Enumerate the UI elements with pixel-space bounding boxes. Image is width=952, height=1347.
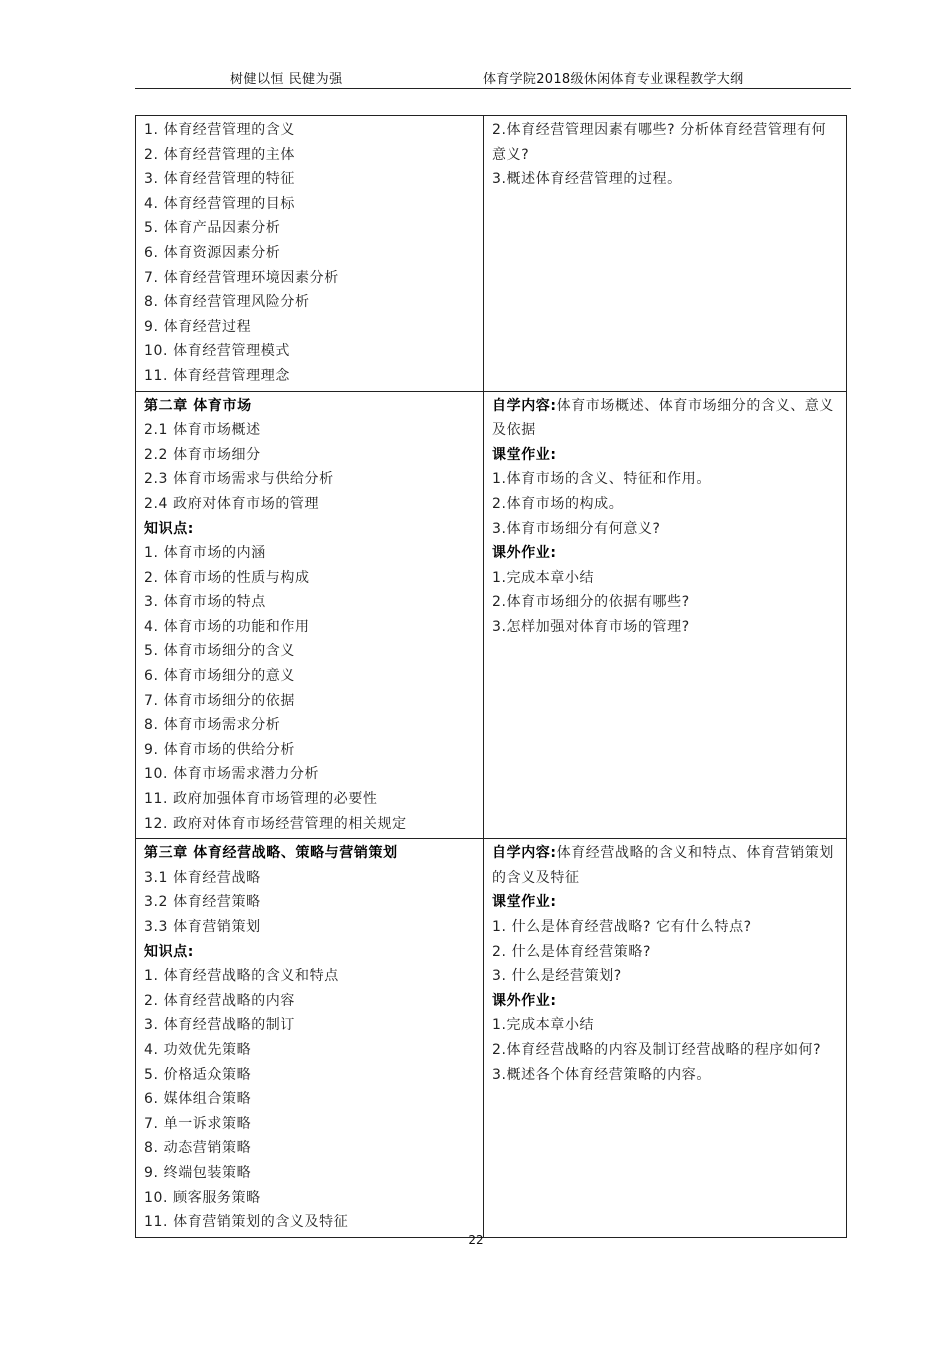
assignment-label: 课堂作业: [492, 446, 557, 463]
syllabus-table [135, 115, 847, 1238]
content-line: 11. 政府加强体育市场管理的必要性 [144, 791, 378, 808]
assignment-text: 体育市场概述、体育市场细分的含义、意义及依据 [492, 397, 835, 439]
assignment-text: 2.体育经营管理因素有哪些? 分析体育经营管理有何意义? [492, 122, 827, 163]
content-line: 3. 体育市场的特点 [144, 594, 266, 611]
content-line: 10. 体育市场需求潜力分析 [144, 766, 320, 783]
content-line: 3. 体育经营管理的特征 [144, 171, 296, 188]
assignment-label: 自学内容: [492, 845, 557, 862]
content-line: 2.3 体育市场需求与供给分析 [144, 471, 334, 488]
content-line: 1. 体育市场的内涵 [144, 545, 266, 562]
assignment-line [492, 443, 840, 468]
assignment-text: 1.完成本章小结 [492, 1017, 595, 1034]
section-heading: 第二章 体育市场 [144, 397, 252, 414]
content-line: 2. 体育市场的性质与构成 [144, 569, 310, 586]
assignment-text: 1. 什么是体育经营战略? 它有什么特点? [492, 919, 752, 935]
content-line: 3. 体育经营战略的制订 [144, 1017, 296, 1034]
assignment-line [492, 167, 840, 192]
table-row [136, 116, 847, 392]
content-line: 1. 体育经营管理的含义 [144, 122, 296, 138]
assignment-cell [484, 391, 847, 839]
assignment-line [492, 841, 840, 890]
content-line: 9. 终端包装策略 [144, 1164, 252, 1181]
syllabus-table-body [136, 116, 847, 1238]
content-line: 7. 体育市场细分的依据 [144, 692, 296, 709]
section-heading: 第三章 体育经营战略、策略与营销策划 [144, 845, 398, 862]
content-line: 5. 体育产品因素分析 [144, 220, 281, 237]
assignment-line [492, 940, 840, 965]
assignment-line [492, 915, 840, 940]
content-line: 10. 体育经营管理模式 [144, 343, 290, 360]
assignment-label: 课外作业: [492, 992, 557, 1009]
assignment-line [492, 541, 840, 566]
assignment-label: 自学内容: [492, 397, 557, 414]
assignment-label: 课堂作业: [492, 894, 557, 911]
content-line: 2.2 体育市场细分 [144, 446, 261, 463]
content-line: 11. 体育营销策划的含义及特征 [144, 1214, 349, 1231]
content-line: 4. 功效优先策略 [144, 1041, 252, 1058]
assignment-text: 3.体育市场细分有何意义? [492, 520, 661, 537]
assignment-line [492, 964, 840, 989]
page-header [135, 62, 851, 89]
assignment-line [492, 1013, 840, 1038]
content-line: 6. 媒体组合策略 [144, 1091, 252, 1108]
assignment-text: 3. 什么是经营策划? [492, 968, 622, 985]
content-line: 2.1 体育市场概述 [144, 422, 261, 439]
content-cell [136, 391, 484, 839]
content-line: 8. 动态营销策略 [144, 1140, 252, 1157]
content-line: 8. 体育市场需求分析 [144, 717, 281, 734]
assignment-text: 1.体育市场的含义、特征和作用。 [492, 471, 711, 488]
content-cell [136, 116, 484, 392]
content-line: 9. 体育经营过程 [144, 318, 252, 335]
content-line: 2.4 政府对体育市场的管理 [144, 495, 320, 512]
assignment-line [492, 1063, 840, 1088]
content-line: 5. 价格适众策略 [144, 1066, 252, 1083]
header-title: 体育学院2018级休闲体育专业课程教学大纲 [483, 72, 744, 87]
assignment-line [492, 118, 840, 167]
content-line: 4. 体育经营管理的目标 [144, 195, 296, 212]
content-line: 4. 体育市场的功能和作用 [144, 618, 310, 635]
assignment-line [492, 394, 840, 443]
assignment-line [492, 989, 840, 1014]
content-line: 3.2 体育经营策略 [144, 894, 261, 911]
page-number: 22 [468, 1233, 484, 1247]
assignment-text: 2.体育市场的构成。 [492, 495, 624, 512]
assignment-text: 3.概述各个体育经营策略的内容。 [492, 1066, 711, 1083]
content-line: 5. 体育市场细分的含义 [144, 643, 296, 660]
assignment-text: 2. 什么是体育经营策略? [492, 943, 652, 960]
assignment-line [492, 890, 840, 915]
assignment-line [492, 1038, 840, 1063]
assignment-text: 1.完成本章小结 [492, 569, 595, 586]
content-line: 11. 体育经营管理理念 [144, 367, 290, 384]
assignment-line [492, 566, 840, 591]
assignment-line [492, 590, 840, 615]
table-row [136, 839, 847, 1238]
assignment-text: 3.怎样加强对体育市场的管理? [492, 618, 690, 635]
content-line: 2. 体育经营战略的内容 [144, 992, 296, 1009]
content-line: 7. 体育经营管理环境因素分析 [144, 269, 339, 286]
content-line: 7. 单一诉求策略 [144, 1115, 252, 1132]
content-cell [136, 839, 484, 1238]
assignment-label: 课外作业: [492, 545, 557, 562]
assignment-line [492, 492, 840, 517]
assignment-cell [484, 839, 847, 1238]
content-line: 6. 体育资源因素分析 [144, 244, 281, 261]
assignment-line [492, 517, 840, 542]
assignment-text: 2.体育市场细分的依据有哪些? [492, 594, 690, 611]
content-line: 12. 政府对体育市场经营管理的相关规定 [144, 815, 407, 832]
header-motto: 树健以恒 民健为强 [230, 72, 343, 87]
content-line: 1. 体育经营战略的含义和特点 [144, 968, 339, 985]
content-line: 10. 顾客服务策略 [144, 1189, 261, 1206]
assignment-cell [484, 116, 847, 392]
content-line: 3.1 体育经营战略 [144, 869, 261, 886]
assignment-line [492, 615, 840, 640]
table-row [136, 391, 847, 839]
section-heading: 知识点: [144, 520, 194, 537]
assignment-line [492, 467, 840, 492]
section-heading: 知识点: [144, 943, 194, 960]
content-line: 2. 体育经营管理的主体 [144, 146, 296, 163]
content-line: 3.3 体育营销策划 [144, 919, 261, 935]
assignment-text: 3.概述体育经营管理的过程。 [492, 171, 682, 188]
content-line: 9. 体育市场的供给分析 [144, 741, 296, 758]
assignment-text: 体育经营战略的含义和特点、体育营销策划的含义及特征 [492, 845, 835, 886]
assignment-text: 2.体育经营战略的内容及制订经营战略的程序如何? [492, 1041, 822, 1058]
content-line: 6. 体育市场细分的意义 [144, 668, 296, 685]
content-line: 8. 体育经营管理风险分析 [144, 294, 310, 311]
